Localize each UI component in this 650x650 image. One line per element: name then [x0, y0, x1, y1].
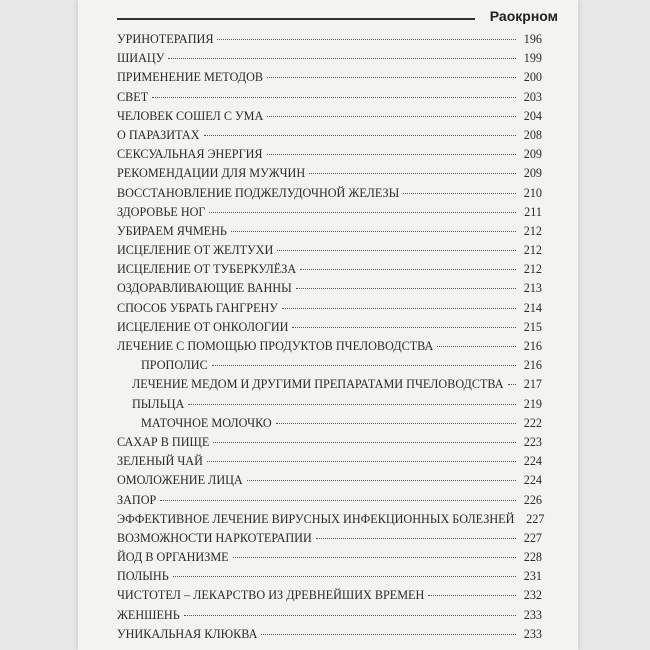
toc-page-number: 212 — [523, 223, 542, 238]
toc-entry-title: ЗЕЛЕНЫЙ ЧАЙ — [117, 454, 203, 469]
toc-dot-leader — [296, 288, 516, 289]
toc-dot-leader — [282, 308, 516, 309]
toc-entry — [117, 625, 542, 644]
toc-page-number: 196 — [523, 32, 542, 46]
toc-page-number: 224 — [523, 454, 542, 469]
toc-entry — [117, 491, 542, 510]
header-rule — [117, 18, 475, 20]
toc-entry — [117, 471, 542, 490]
toc-entry-title: ИСЦЕЛЕНИЕ ОТ ТУБЕРКУЛЁЗА — [117, 262, 297, 277]
toc-dot-leader — [212, 365, 516, 366]
toc-page-number: 208 — [523, 127, 542, 142]
toc-entry — [117, 529, 542, 548]
toc-page-number: 203 — [523, 89, 542, 104]
toc-entry — [117, 145, 542, 164]
toc-entry-title: ЛЕЧЕНИЕ МЕДОМ И ДРУГИМИ ПРЕПАРАТАМИ ПЧЕЛОВОДСТВА — [132, 377, 504, 392]
toc-entry-title: ЭФФЕКТИВНОЕ ЛЕЧЕНИЕ ВИРУСНЫХ ИНФЕКЦИОННЫХ БОЛЕЗНЕЙ — [117, 511, 515, 526]
toc-entry — [117, 548, 542, 567]
toc-dot-leader — [316, 538, 516, 539]
toc-dot-leader — [217, 39, 516, 40]
toc-entry-title: УБИРАЕМ ЯЧМЕНЬ — [117, 223, 227, 238]
toc-page-number: 200 — [523, 70, 542, 85]
running-header: Раокрном — [489, 8, 558, 24]
toc-entry-title: ОЗДОРАВЛИВАЮЩИЕ ВАННЫ — [117, 281, 292, 296]
toc-entry — [117, 30, 542, 49]
toc-page-number: 228 — [523, 550, 542, 565]
toc-page-number: 204 — [523, 108, 542, 123]
toc-entry — [117, 606, 542, 625]
toc-entry-title: ВОЗМОЖНОСТИ НАРКОТЕРАПИИ — [117, 530, 312, 545]
toc-entry-title: ПРИМЕНЕНИЕ МЕТОДОВ — [117, 70, 264, 85]
toc-page-number: 199 — [523, 51, 542, 66]
toc-entry — [117, 203, 542, 222]
toc-dot-leader — [204, 135, 516, 136]
toc-entry-title: ЗДОРОВЬЕ НОГ — [117, 204, 206, 219]
toc-dot-leader — [292, 327, 516, 328]
toc-page-number: 227 — [526, 511, 545, 526]
toc-dot-leader — [403, 193, 516, 194]
toc-page-number: 216 — [523, 358, 542, 373]
toc-entry-title: ЛЕЧЕНИЕ С ПОМОЩЬЮ ПРОДУКТОВ ПЧЕЛОВОДСТВА — [117, 339, 434, 353]
toc-page-number: 215 — [523, 319, 542, 334]
toc-entry-title: РЕКОМЕНДАЦИИ ДЛЯ МУЖЧИН — [117, 166, 306, 181]
toc-entry — [117, 567, 542, 586]
toc-entry-title: МАТОЧНОЕ МОЛОЧКО — [141, 415, 272, 430]
toc-page-number: 212 — [523, 262, 542, 277]
toc-entry-title: УРИНОТЕРАПИЯ — [117, 32, 214, 46]
toc-dot-leader — [437, 346, 516, 347]
toc-entry — [117, 433, 542, 452]
toc-entry — [117, 356, 542, 375]
toc-page-number: 231 — [523, 569, 542, 584]
toc-page-number: 209 — [523, 147, 542, 162]
toc-entry-title: УНИКАЛЬНАЯ КЛЮКВА — [117, 626, 258, 641]
toc-entry — [117, 68, 542, 87]
toc-entry-title: ПРОПОЛИС — [141, 358, 208, 373]
toc-entry — [117, 88, 542, 107]
toc-entry — [117, 375, 542, 394]
toc-page-number: 219 — [523, 396, 542, 411]
toc-entry — [117, 318, 542, 337]
toc-entry — [117, 452, 542, 471]
toc-page-number: 226 — [523, 492, 542, 507]
toc-dot-leader — [276, 423, 516, 424]
toc-entry — [117, 299, 542, 318]
toc-entry-title: ЗАПОР — [117, 492, 157, 507]
toc-entry-title: О ПАРАЗИТАХ — [117, 127, 200, 142]
toc-entry — [117, 222, 542, 241]
toc-dot-leader — [173, 576, 516, 577]
toc-entry-title: ЧЕЛОВЕК СОШЕЛ С УМА — [117, 108, 264, 123]
toc-entry-title: ШИАЦУ — [117, 51, 165, 66]
toc-page-number: 232 — [523, 588, 542, 603]
toc-entry-title: СПОСОБ УБРАТЬ ГАНГРЕНУ — [117, 300, 278, 315]
toc-entry-title: ОМОЛОЖЕНИЕ ЛИЦА — [117, 473, 243, 488]
toc-dot-leader — [233, 557, 516, 558]
toc-dot-leader — [267, 154, 516, 155]
toc-entry — [117, 107, 542, 126]
toc-dot-leader — [184, 615, 516, 616]
toc-dot-leader — [152, 97, 516, 98]
toc-entry — [117, 337, 542, 356]
toc-entry — [117, 49, 542, 68]
toc-page-number: 224 — [523, 473, 542, 488]
toc-page-number: 212 — [523, 243, 542, 258]
toc-dot-leader — [267, 77, 516, 78]
toc-entry — [117, 126, 542, 145]
toc-page-number: 216 — [523, 339, 542, 353]
toc-dot-leader — [508, 384, 516, 385]
toc-entry — [117, 241, 542, 260]
toc-dot-leader — [277, 250, 516, 251]
toc-page-number: 233 — [523, 626, 542, 641]
table-of-contents — [117, 30, 545, 644]
toc-entry — [117, 260, 542, 279]
toc-page-number: 223 — [523, 434, 542, 449]
toc-dot-leader — [188, 404, 516, 405]
toc-page-number: 209 — [523, 166, 542, 181]
toc-entry — [117, 414, 542, 433]
toc-dot-leader — [247, 480, 516, 481]
toc-dot-leader — [261, 634, 516, 635]
toc-page-number: 227 — [523, 530, 542, 545]
toc-entry — [117, 184, 542, 203]
toc-page-number: 217 — [523, 377, 542, 392]
toc-entry — [117, 279, 542, 298]
toc-page-number: 210 — [523, 185, 542, 200]
toc-dot-leader — [213, 442, 516, 443]
toc-entry-title: СВЕТ — [117, 89, 149, 104]
toc-dot-leader — [168, 58, 516, 59]
toc-entry-title: ВОССТАНОВЛЕНИЕ ПОДЖЕЛУДОЧНОЙ ЖЕЛЕЗЫ — [117, 185, 400, 200]
toc-entry — [117, 164, 542, 183]
toc-page-number: 211 — [524, 204, 542, 219]
toc-entry — [117, 510, 545, 529]
toc-page-number: 214 — [523, 300, 542, 315]
toc-page-number: 213 — [523, 281, 542, 296]
toc-dot-leader — [207, 461, 516, 462]
toc-entry-title: ИСЦЕЛЕНИЕ ОТ ЖЕЛТУХИ — [117, 243, 274, 258]
toc-entry-title: ПЫЛЬЦА — [132, 396, 185, 411]
toc-entry — [117, 395, 542, 414]
toc-entry-title: САХАР В ПИЩЕ — [117, 434, 210, 449]
toc-dot-leader — [160, 500, 516, 501]
toc-entry-title: ЖЕНШЕНЬ — [117, 607, 180, 622]
toc-page-number: 233 — [523, 607, 542, 622]
toc-entry — [117, 586, 542, 605]
toc-dot-leader — [267, 116, 516, 117]
toc-entry-title: ИСЦЕЛЕНИЕ ОТ ОНКОЛОГИИ — [117, 319, 289, 334]
toc-page-number: 222 — [523, 415, 542, 430]
toc-entry-title: СЕКСУАЛЬНАЯ ЭНЕРГИЯ — [117, 147, 263, 162]
toc-dot-leader — [209, 212, 516, 213]
toc-entry-title: ЙОД В ОРГАНИЗМЕ — [117, 550, 229, 565]
toc-dot-leader — [428, 595, 516, 596]
toc-dot-leader — [231, 231, 516, 232]
toc-dot-leader — [309, 173, 516, 174]
toc-entry-title: ЧИСТОТЕЛ – ЛЕКАРСТВО ИЗ ДРЕВНЕЙШИХ ВРЕМЕН — [117, 588, 425, 603]
toc-entry-title: ПОЛЫНЬ — [117, 569, 169, 584]
toc-dot-leader — [300, 269, 516, 270]
